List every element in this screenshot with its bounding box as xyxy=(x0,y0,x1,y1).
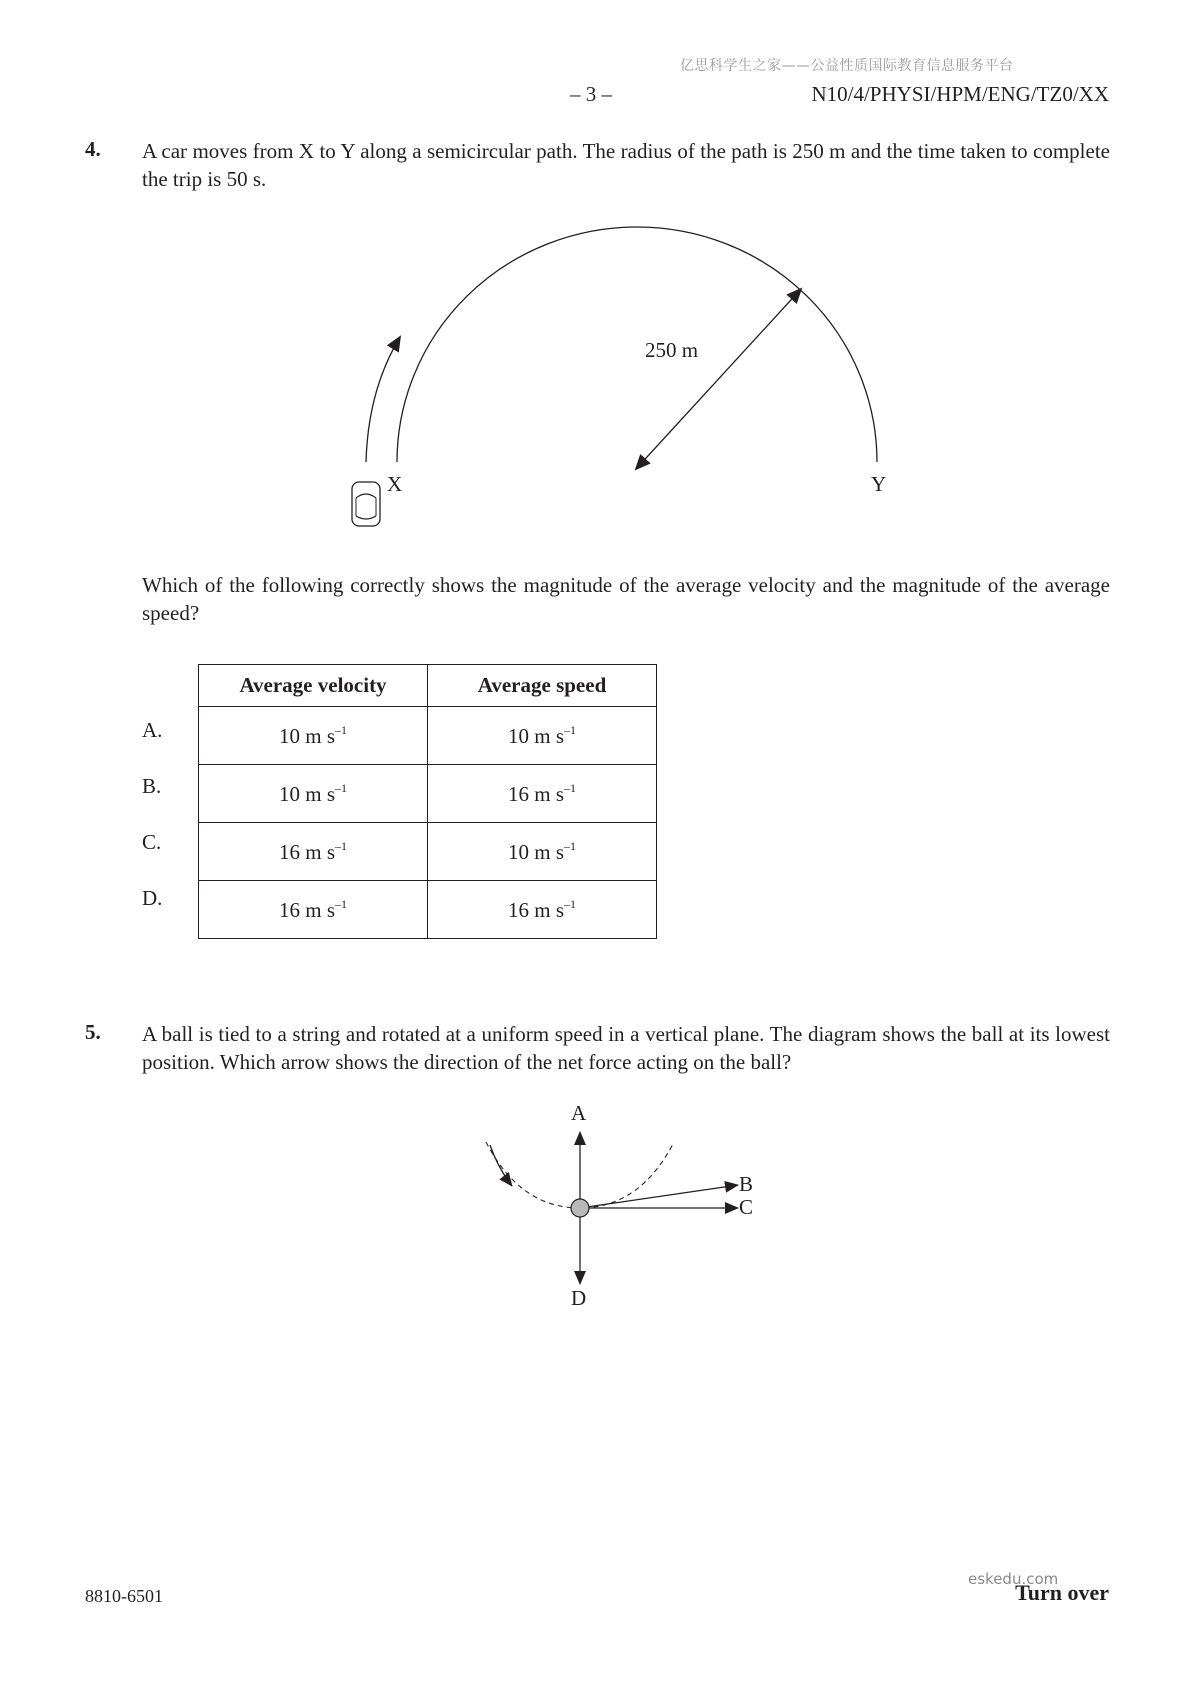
semicircle-path xyxy=(397,227,877,462)
answer-table xyxy=(198,664,657,939)
option-letter-d: D. xyxy=(142,886,163,910)
table-row xyxy=(199,765,657,823)
label-b: B xyxy=(739,1172,754,1196)
radius-label: 250 m xyxy=(645,338,699,362)
paper-code: N10/4/PHYSI/HPM/ENG/TZ0/XX xyxy=(811,82,1109,106)
label-c: C xyxy=(739,1195,754,1219)
arrow-b xyxy=(580,1185,738,1208)
page-number: – 3 – xyxy=(570,82,612,106)
question-4-number: 4. xyxy=(85,137,101,161)
cell-speed: 10 m $s^{-1}$ xyxy=(428,823,657,881)
point-x-label: X xyxy=(387,472,403,496)
label-d: D xyxy=(571,1286,587,1310)
option-letter-a: A. xyxy=(142,718,163,742)
radius-arrow xyxy=(636,289,801,469)
question-4-prompt: Which of the following correctly shows the magnitude of the average velocity and the magnitude of the average speed? xyxy=(142,573,1110,625)
point-y-label: Y xyxy=(871,472,887,496)
footer-code: 8810-6501 xyxy=(85,1586,163,1606)
cell-speed: 10 m $s^{-1}$ xyxy=(428,707,657,765)
table-row xyxy=(199,881,657,939)
semicircle-path-diagram xyxy=(0,0,1191,560)
ball xyxy=(571,1199,589,1217)
question-4-text: A car moves from X to Y along a semicircular path. The radius of the path is 250 m and the time taken to complete the trip is 50 s. xyxy=(142,139,1110,191)
table-header-row xyxy=(199,665,657,707)
motion-direction-arrow xyxy=(366,337,400,462)
cell-velocity: 10 m $s^{-1}$ xyxy=(199,765,428,823)
cell-speed: 16 m $s^{-1}$ xyxy=(428,765,657,823)
cell-velocity: 16 m $s^{-1}$ xyxy=(199,881,428,939)
cell-speed: 16 m $s^{-1}$ xyxy=(428,881,657,939)
header-average-velocity: Average velocity xyxy=(199,665,428,707)
header-watermark: 亿思科学生之家——公益性质国际教育信息服务平台 xyxy=(680,58,1014,74)
turn-over-label: Turn over xyxy=(1015,1580,1109,1605)
header-average-speed: Average speed xyxy=(428,665,657,707)
label-a: A xyxy=(571,1101,587,1125)
ball-force-diagram xyxy=(0,1090,1191,1320)
car-icon xyxy=(352,482,380,526)
cell-velocity: 10 m $s^{-1}$ xyxy=(199,707,428,765)
question-5-text: A ball is tied to a string and rotated at a uniform speed in a vertical plane. The diagram shows the ball at its lowest position. Which arrow shows the direction of the net force acting on the ball? xyxy=(142,1022,1110,1074)
table-row xyxy=(199,707,657,765)
option-letter-b: B. xyxy=(142,774,162,798)
table-row xyxy=(199,823,657,881)
option-letter-c: C. xyxy=(142,830,162,854)
cell-velocity: 16 m $s^{-1}$ xyxy=(199,823,428,881)
footer-watermark: eskedu.com xyxy=(968,1570,1059,1588)
question-5-number: 5. xyxy=(85,1020,101,1044)
